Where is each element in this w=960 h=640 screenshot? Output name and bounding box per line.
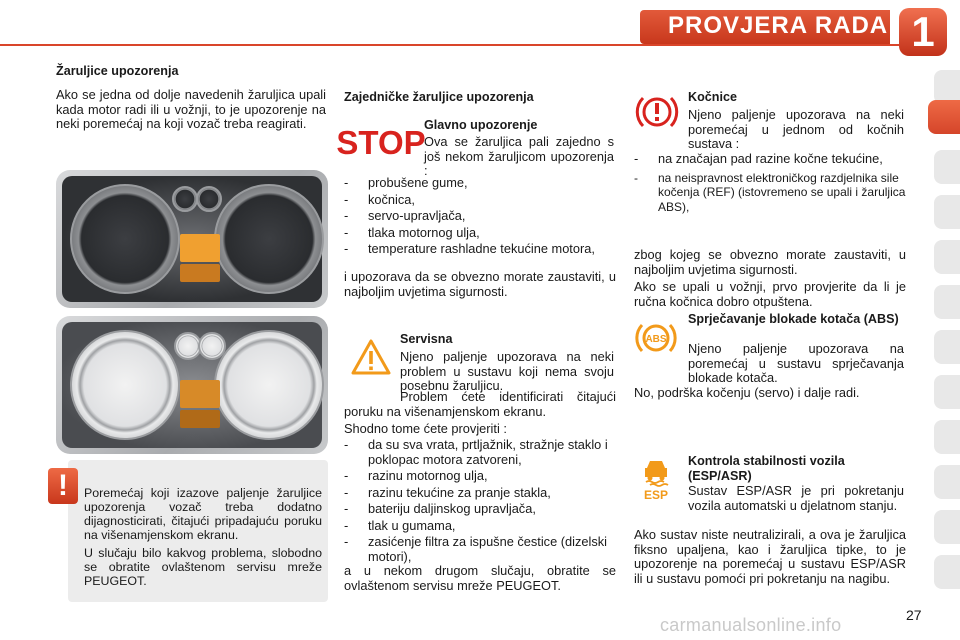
chapter-tab-active[interactable] bbox=[928, 100, 960, 134]
note-paragraph-1: Poremećaj koji izazove paljenje žaruljice upozorenja vozač treba dodatno dijagnosticirati, čitajući pripadajuću poruku na višenamjenskom ekranu. bbox=[84, 486, 322, 542]
list-item: - kočnica, bbox=[344, 191, 415, 207]
brakes-title: Kočnice bbox=[688, 90, 737, 104]
brakes-list bbox=[634, 152, 906, 214]
chapter-tab[interactable] bbox=[934, 375, 960, 409]
service-warning-icon bbox=[350, 338, 392, 381]
esp-icon-text: ESP bbox=[643, 488, 669, 502]
list-item: - servo-upravljača, bbox=[344, 208, 466, 223]
page-title: PROVJERA RADA bbox=[668, 12, 889, 39]
intro-paragraph: Ako se jedna od dolje navedenih žaruljica upali kada motor radi ili u vožnji, to je upozorenje na neki poremećaj na koji vozač treba reagirati. bbox=[56, 87, 326, 131]
stop-warning-icon bbox=[336, 124, 426, 165]
chapter-tab[interactable] bbox=[934, 465, 960, 499]
service-description-2: Problem ćete identificirati čitajući poruku na višenamjenskom ekranu. bbox=[344, 389, 616, 419]
warning-flag-icon: ! bbox=[48, 468, 78, 504]
chapter-tab[interactable] bbox=[934, 555, 960, 589]
abs-after-text: No, podrška kočenju (servo) i dalje radi. bbox=[634, 385, 860, 400]
brake-warning-icon bbox=[634, 92, 680, 137]
list-item: - razinu motornog ulja, bbox=[344, 468, 488, 483]
page-number: 27 bbox=[906, 607, 922, 623]
list-item: - zasićenje filtra za ispušne čestice (dizelski motori), bbox=[344, 534, 607, 564]
common-warnings-heading: Zajedničke žaruljice upozorenja bbox=[344, 90, 534, 104]
service-after-text: a u nekom drugom slučaju, obratite se ovlaštenom servisu mreže PEUGEOT. bbox=[344, 563, 616, 593]
abs-icon-text: ABS bbox=[645, 334, 667, 345]
chapter-tab[interactable] bbox=[934, 195, 960, 229]
speedometer-gauge bbox=[70, 184, 180, 294]
instrument-cluster-dark-image bbox=[56, 170, 328, 308]
service-description: Njeno paljenje upozorava na neki problem u sustavu koji nema svoju posebnu žaruljicu. bbox=[400, 349, 614, 393]
list-item: - na neispravnost elektroničkog razdjelnika sile kočenja (REF) (istovremeno se upali i žaruljica ABS), bbox=[634, 170, 906, 214]
stop-description: Ova se žaruljica pali zajedno s još nekom žaruljicom upozorenja : bbox=[424, 134, 614, 178]
note-paragraph-2: U slučaju bilo kakvog problema, slobodno se obratite ovlaštenom servisu mreže PEUGEOT. bbox=[84, 546, 322, 588]
brakes-description: Njeno paljenje upozorava na neki poremećaj u jednom od kočnih sustava : bbox=[688, 107, 904, 151]
chapter-tab[interactable] bbox=[934, 285, 960, 319]
page-header bbox=[0, 0, 960, 62]
stop-list bbox=[344, 176, 616, 257]
list-item: - tlak u gumama, bbox=[344, 517, 456, 533]
stop-title: Glavno upozorenje bbox=[424, 118, 538, 132]
multifunction-screen bbox=[180, 380, 220, 408]
multifunction-screen bbox=[180, 234, 220, 262]
speedometer-gauge bbox=[70, 330, 180, 440]
abs-title: Sprječavanje blokade kotača (ABS) bbox=[688, 312, 899, 326]
chapter-tab[interactable] bbox=[934, 150, 960, 184]
header-rule bbox=[0, 44, 900, 46]
stop-after-text: i upozorava da se obvezno morate zaustaviti, u najboljim uvjetima sigurnosti. bbox=[344, 269, 616, 299]
chapter-tab[interactable] bbox=[934, 70, 960, 104]
list-item: - da su sva vrata, prtljažnik, stražnje staklo i poklopac motora zatvoreni, bbox=[344, 437, 608, 467]
instrument-cluster-light-image bbox=[56, 316, 328, 454]
list-item: - razinu tekućine za pranje stakla, bbox=[344, 484, 551, 500]
chapter-number: 1 bbox=[911, 8, 935, 55]
odometer-display bbox=[180, 410, 220, 428]
chapter-tabs bbox=[928, 70, 960, 590]
chapter-tab[interactable] bbox=[934, 420, 960, 454]
tachometer-gauge bbox=[214, 330, 324, 440]
esp-after-text: Ako sustav niste neutralizirali, a ova je žaruljica fiksno upaljena, kao i žaruljica tipke, to je upozorenje na poremećaj u sustavu ESP/ASR ili u sustavu pomoći pri pokretanju na nagibu. bbox=[634, 527, 906, 586]
stop-icon-text: STOP bbox=[336, 124, 426, 161]
esp-title: Kontrola stabilnosti vozila (ESP/ASR) bbox=[688, 454, 845, 483]
temperature-gauge bbox=[196, 186, 222, 212]
list-item: - na značajan pad razine kočne tekućine, bbox=[634, 151, 883, 166]
brakes-after-text-2: Ako se upali u vožnji, prvo provjerite da li je ručna kočnica dobro otpuštena. bbox=[634, 279, 906, 309]
abs-warning-icon bbox=[634, 318, 678, 363]
esp-warning-icon bbox=[634, 454, 678, 507]
service-list bbox=[344, 438, 616, 564]
chapter-tab[interactable] bbox=[934, 330, 960, 364]
chapter-badge bbox=[895, 4, 951, 60]
chapter-tab[interactable] bbox=[934, 240, 960, 274]
watermark: carmanualsonline.info bbox=[660, 615, 842, 635]
fuel-gauge bbox=[172, 186, 198, 212]
list-item: - probušene gume, bbox=[344, 175, 468, 190]
list-item: - bateriju daljinskog upravljača, bbox=[344, 501, 536, 516]
abs-description: Njeno paljenje upozorava na poremećaj u sustavu sprječavanja blokade kotača. bbox=[688, 341, 904, 385]
section-heading: Žaruljice upozorenja bbox=[56, 64, 179, 78]
brakes-after-text-1: zbog kojeg se obvezno morate zaustaviti, u najboljim uvjetima sigurnosti. bbox=[634, 247, 906, 277]
service-check-intro: Shodno tome ćete provjeriti : bbox=[344, 421, 507, 436]
odometer-display bbox=[180, 264, 220, 282]
list-item: - temperature rashladne tekućine motora, bbox=[344, 241, 595, 256]
chapter-tab[interactable] bbox=[934, 510, 960, 544]
tachometer-gauge bbox=[214, 184, 324, 294]
temperature-gauge bbox=[198, 332, 226, 360]
service-title: Servisna bbox=[400, 332, 453, 346]
esp-description: Sustav ESP/ASR je pri pokretanju vozila automatski u djelatnom stanju. bbox=[688, 483, 904, 513]
list-item: - tlaka motornog ulja, bbox=[344, 224, 480, 240]
